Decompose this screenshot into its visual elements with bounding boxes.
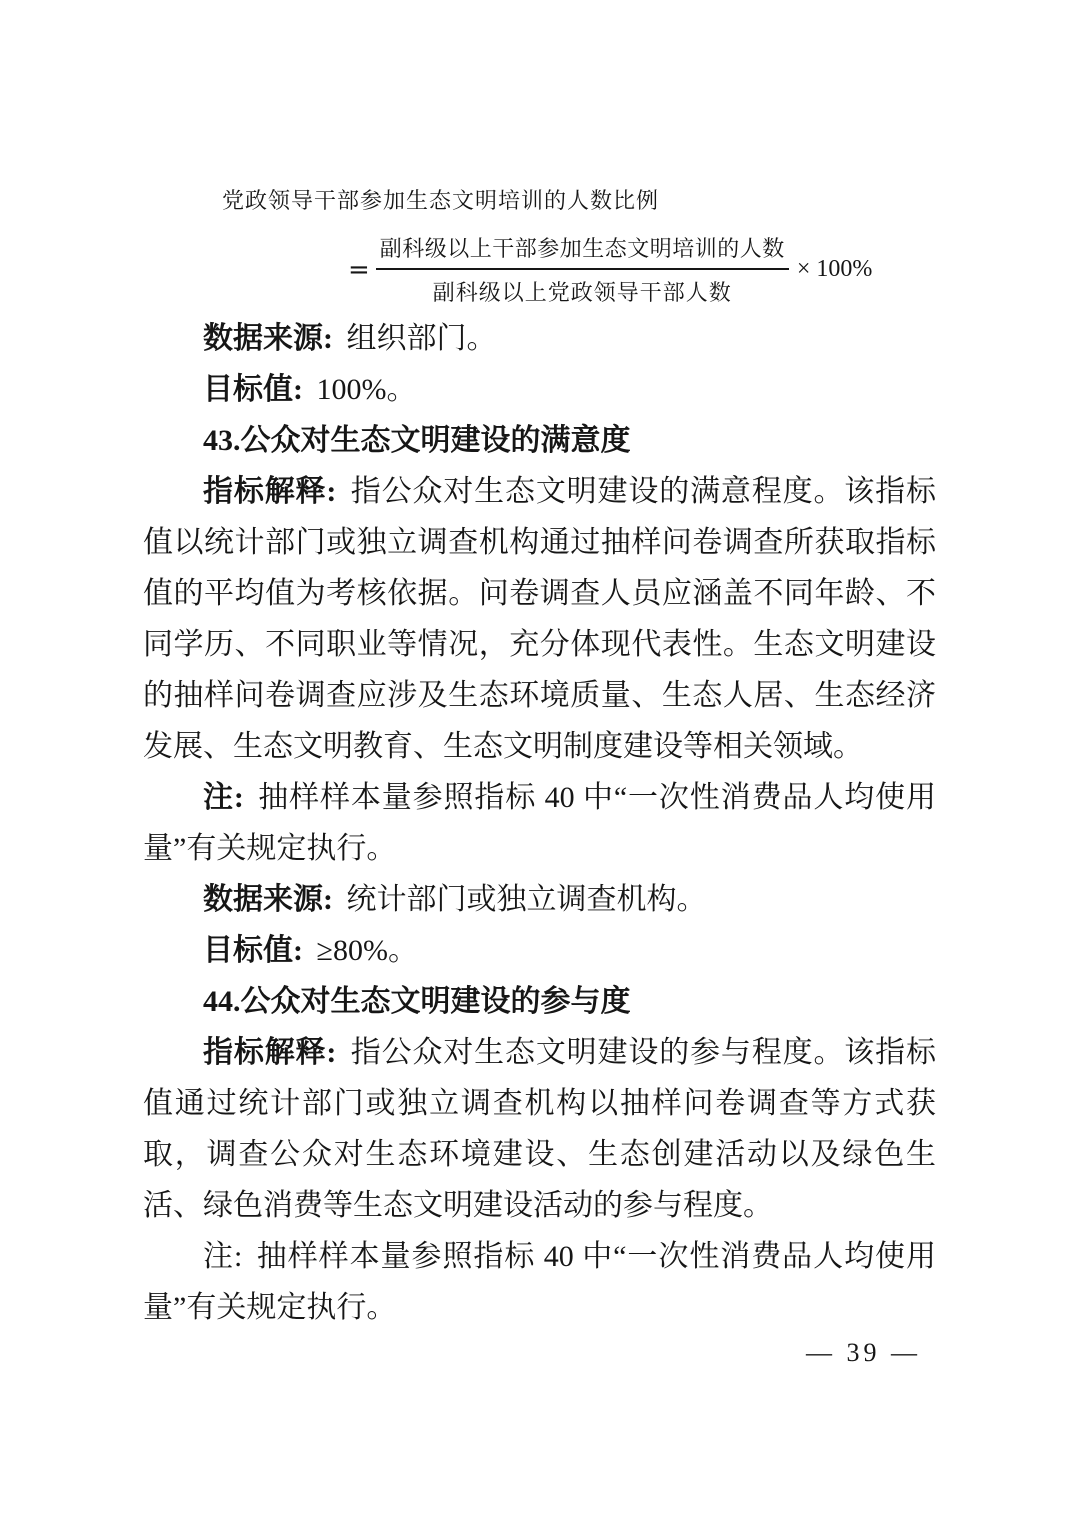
- page-content: [143, 0, 936, 1333]
- section-44-note: [143, 1231, 936, 1333]
- definition-text: 指公众对生态文明建设的满意程度。该指标值以统计部门或独立调查机构通过抽样问卷调查所获取指标值的平均值为考核依据。问卷调查人员应涵盖不同年龄、不同学历、不同职业等情况，充分体现代表性。生态文明建设的抽样问卷调查应涉及生态环境质量、生态人居、生态经济发展、生态文明教育、生态文明制度建设等相关领域。: [143, 475, 936, 763]
- page-number: — 39 —: [806, 1338, 921, 1367]
- formula-equation: [348, 232, 936, 307]
- note-text: 抽样样本量参照指标 40 中“一次性消费品人均使用量”有关规定执行。: [143, 1240, 936, 1324]
- fraction-denominator: 副科级以上党政领导干部人数: [432, 280, 732, 305]
- definition-text: 指公众对生态文明建设的参与程度。该指标值通过统计部门或独立调查机构以抽样问卷调查等方式获取，调查公众对生态环境建设、生态创建活动以及绿色生活、绿色消费等生态文明建设活动的参与程度。: [143, 1036, 936, 1222]
- target-value: ≥80%。: [316, 934, 418, 967]
- definition-label: 指标解释:: [203, 1036, 337, 1069]
- section-44-definition: [143, 1027, 936, 1231]
- target-label: 目标值:: [203, 934, 303, 967]
- equals-sign: =: [348, 254, 370, 285]
- fraction-numerator: 副科级以上干部参加生态文明培训的人数: [376, 232, 789, 270]
- definition-label: 指标解释:: [203, 475, 337, 508]
- note-label: 注:: [203, 1240, 243, 1273]
- target-value: 100%。: [316, 373, 417, 406]
- note-text: 抽样样本量参照指标 40 中“一次性消费品人均使用量”有关规定执行。: [143, 781, 936, 865]
- section-43-note: [143, 772, 936, 874]
- section-43-definition: [143, 466, 936, 772]
- formula-block: [143, 186, 936, 307]
- formula-fraction: [376, 232, 789, 307]
- data-source-value: 组织部门。: [346, 322, 497, 355]
- note-label: 注:: [203, 781, 244, 814]
- target-line-43: [143, 925, 936, 976]
- data-source-line-42: [143, 313, 936, 364]
- formula-multiplier: × 100%: [796, 256, 873, 282]
- section-43-heading: 43.公众对生态文明建设的满意度: [203, 424, 631, 457]
- target-line-42: [143, 364, 936, 415]
- target-label: 目标值:: [203, 373, 303, 406]
- data-source-label: 数据来源:: [203, 883, 333, 916]
- formula-intro-text: 党政领导干部参加生态文明培训的人数比例: [222, 188, 660, 213]
- data-source-line-43: [143, 874, 936, 925]
- data-source-label: 数据来源:: [203, 322, 333, 355]
- section-44-heading: 44.公众对生态文明建设的参与度: [203, 985, 631, 1018]
- data-source-value: 统计部门或独立调查机构。: [346, 883, 707, 916]
